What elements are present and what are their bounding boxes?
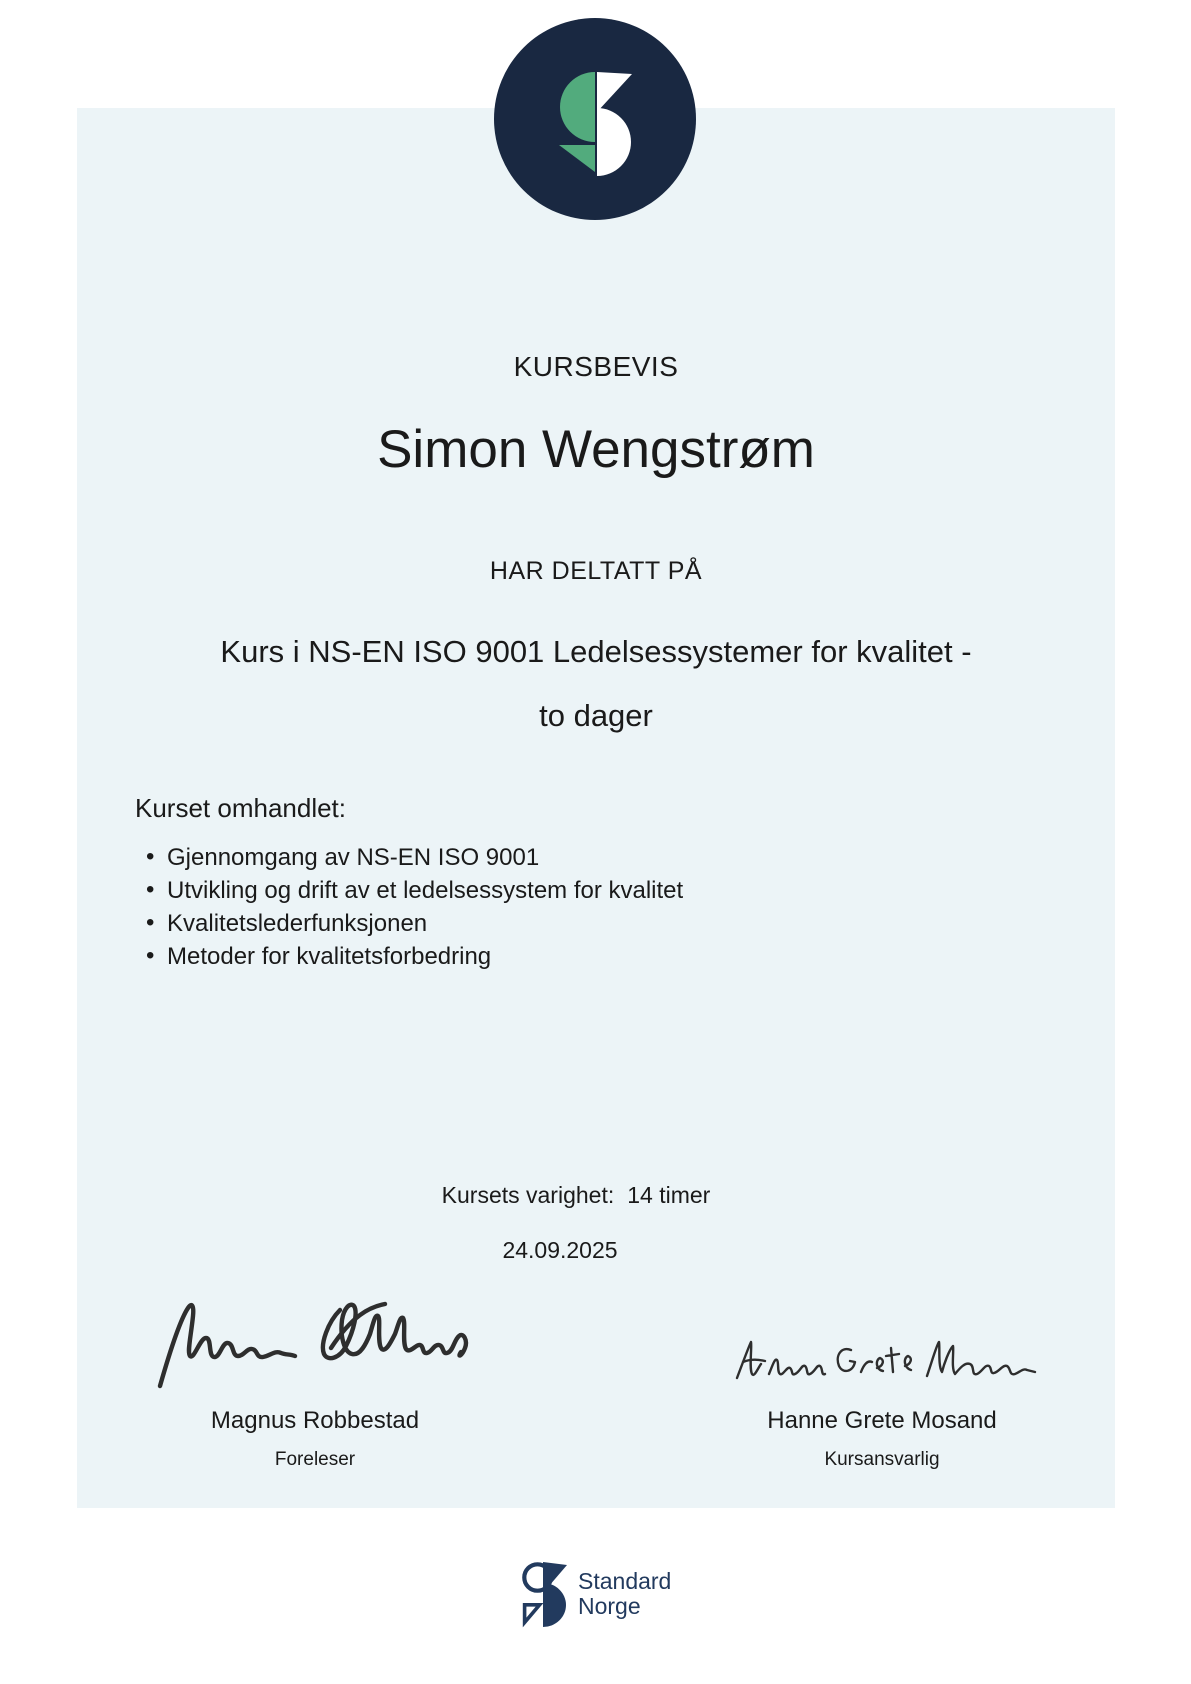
topic-item: • Utvikling og drift av et ledelsessystem for kvalitet (146, 874, 683, 907)
course-title-line1: Kurs i NS-EN ISO 9001 Ledelsessystemer for kvalitet - (220, 634, 972, 669)
participation-subheading: HAR DELTATT PÅ (489, 557, 703, 585)
course-duration (0, 1181, 1152, 1209)
signatory-role: Foreleser (274, 1449, 356, 1470)
recipient-name: Simon Wengstrøm (377, 420, 815, 479)
topic-item: • Gjennomgang av NS-EN ISO 9001 (146, 841, 683, 874)
footer-logo-text (578, 1569, 671, 1619)
footer-logo (522, 1562, 692, 1628)
footer-org-line2: Norge (578, 1593, 641, 1619)
topic-item: • Kvalitetslederfunksjonen (146, 907, 683, 940)
duration-label: Kursets varighet: (441, 1182, 615, 1208)
topics-heading: Kurset omhandlet: (135, 793, 347, 823)
topic-item: • Metoder for kvalitetsforbedring (146, 940, 683, 973)
signatory-name: Magnus Robbestad (210, 1407, 420, 1434)
signature-hanne-grete-mosand-icon (727, 1332, 1037, 1394)
footer-org-line1: Standard (578, 1568, 672, 1594)
signature-magnus-robbestad-icon (154, 1294, 476, 1398)
standard-norge-s-emblem-icon (558, 72, 633, 178)
course-date: 24.09.2025 (502, 1237, 618, 1263)
standard-norge-emblem (494, 18, 696, 220)
course-title-line2: to dager (539, 698, 653, 733)
duration-value: 14 timer (627, 1182, 711, 1208)
course-title (77, 620, 1115, 748)
standard-norge-s-mark-icon (522, 1562, 568, 1628)
certificate-heading: KURSBEVIS (513, 351, 679, 382)
topics-list (146, 841, 683, 973)
signatory-role: Kursansvarlig (824, 1449, 940, 1470)
signatory-name: Hanne Grete Mosand (767, 1407, 997, 1434)
